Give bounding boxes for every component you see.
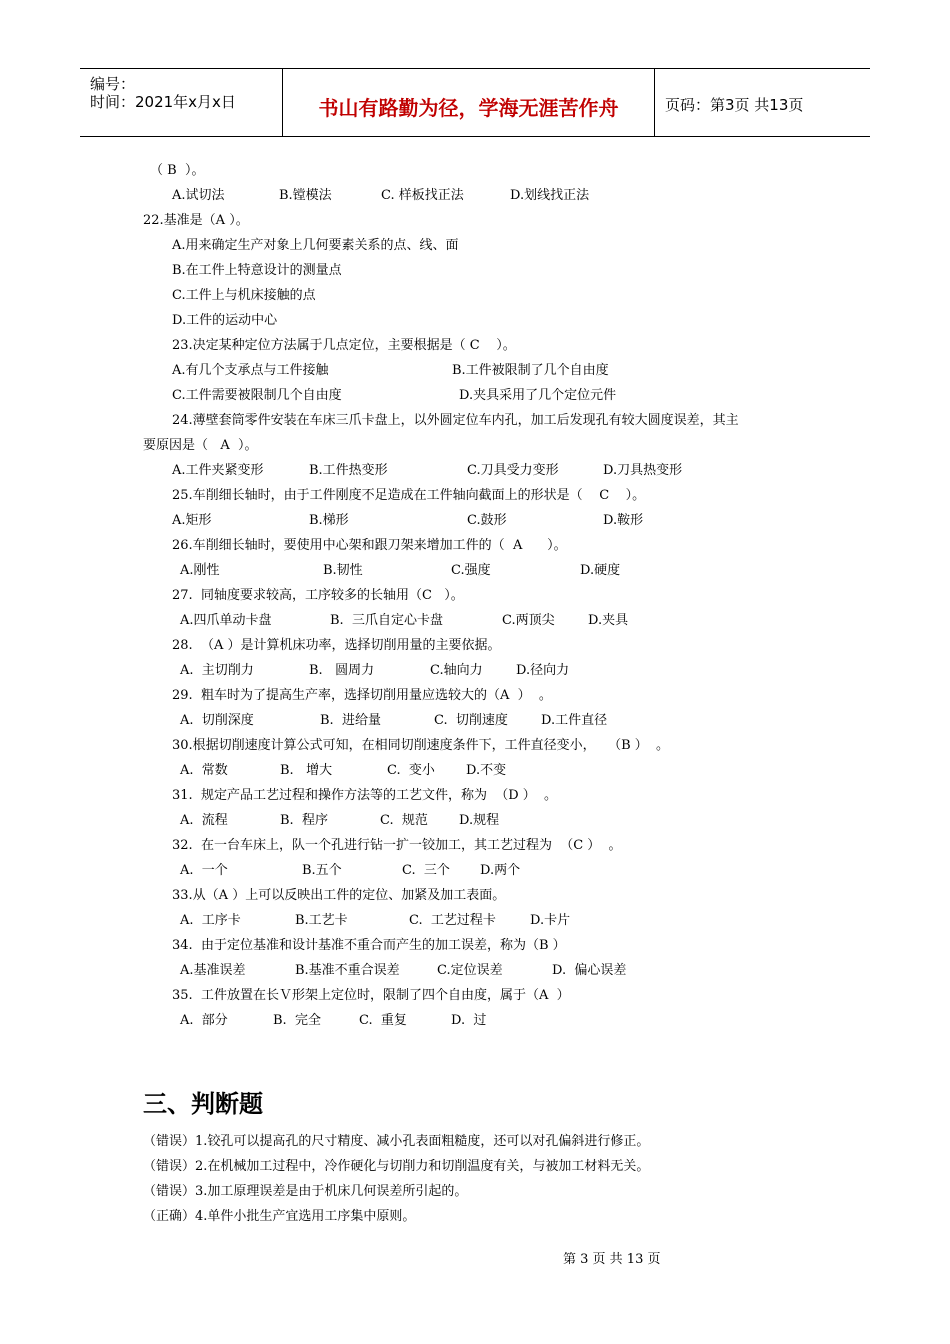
question-line: 24.薄壁套筒零件安装在车床三爪卡盘上，以外圆定位车内孔，加工后发现孔有较大圆度误差，其主 <box>172 413 739 428</box>
option-text: C.两顶尖 <box>502 613 555 628</box>
option-text: D.硬度 <box>580 563 621 578</box>
option-text: C. 工艺过程卡 <box>409 913 496 928</box>
question-line: 22.基准是（A ）。 <box>143 213 249 228</box>
option-text: A.有几个支承点与工件接触 <box>172 363 329 378</box>
option-text: D.刀具热变形 <box>603 463 683 478</box>
question-line: 25.车削细长轴时，由于工件刚度不足造成在工件轴向截面上的形状是（ C ）。 <box>172 488 646 503</box>
option-text: A. 工序卡 <box>180 913 241 928</box>
option-text: D.不变 <box>466 763 507 778</box>
option-text: B. 完全 <box>273 1013 321 1028</box>
option-text: D.径向力 <box>516 663 570 678</box>
option-text: A.工件夹紧变形 <box>172 463 264 478</box>
judgment-item: （错误）3.加工原理误差是由于机床几何误差所引起的。 <box>143 1184 468 1199</box>
question-line: C.工件上与机床接触的点 <box>172 288 316 303</box>
option-text: A.试切法 <box>172 188 225 203</box>
option-text: C.强度 <box>451 563 491 578</box>
option-text: D. 偏心误差 <box>552 963 627 978</box>
question-line: 32. 在一台车床上，队一个孔进行钻一扩一铰加工，其工艺过程为 （C ） 。 <box>172 838 622 853</box>
question-line: 33.从（A ）上可以反映出工件的定位、加紧及加工表面。 <box>172 888 506 903</box>
option-text: D. 过 <box>451 1013 487 1028</box>
option-text: B. 程序 <box>280 813 328 828</box>
option-text: A.矩形 <box>172 513 212 528</box>
option-text: D.鞍形 <box>603 513 644 528</box>
option-text: A. 常数 <box>180 763 228 778</box>
option-text: B.工件被限制了几个自由度 <box>452 363 609 378</box>
option-text: C. 三个 <box>402 863 450 878</box>
question-line: （ B ）。 <box>150 163 205 178</box>
option-text: C.定位误差 <box>437 963 503 978</box>
serial-label: 编号： <box>90 75 136 93</box>
option-text: B. 圆周力 <box>309 663 375 678</box>
question-line: 27. 同轴度要求较高，工序较多的长轴用（C ）。 <box>172 588 464 603</box>
option-text: A. 切削深度 <box>180 713 254 728</box>
question-line: 35. 工件放置在长Ｖ形架上定位时，限制了四个自由度，属于（A ） <box>172 988 570 1003</box>
option-text: D.两个 <box>480 863 521 878</box>
question-line: A.用来确定生产对象上几何要素关系的点、线、面 <box>172 238 459 253</box>
page-header <box>80 68 870 137</box>
option-text: C.轴向力 <box>430 663 483 678</box>
header-left-cell <box>80 69 283 136</box>
question-line: 要原因是（ A ）。 <box>143 438 258 453</box>
option-text: A.基准误差 <box>180 963 246 978</box>
question-line: 31. 规定产品工艺过程和操作方法等的工艺文件，称为 （D ） 。 <box>172 788 558 803</box>
question-line: 23.决定某种定位方法属于几点定位，主要根据是（ C ）。 <box>172 338 516 353</box>
option-text: D.夹具 <box>588 613 629 628</box>
judgment-item: （正确）4.单件小批生产宜选用工序集中原则。 <box>143 1209 416 1224</box>
option-text: A.刚性 <box>180 563 220 578</box>
option-text: C. 重复 <box>359 1013 407 1028</box>
section-title: 三、判断题 <box>143 1090 263 1118</box>
option-text: B.工艺卡 <box>295 913 348 928</box>
option-text: B.工件热变形 <box>309 463 388 478</box>
option-text: C. 规范 <box>380 813 428 828</box>
question-line: D.工件的运动中心 <box>172 313 278 328</box>
option-text: C.工件需要被限制几个自由度 <box>172 388 342 403</box>
option-text: B.梯形 <box>309 513 349 528</box>
question-line: 30.根据切削速度计算公式可知，在相同切削速度条件下，工件直径变小， （B ） 。 <box>172 738 670 753</box>
judgment-item: （错误）2.在机械加工过程中，冷作硬化与切削力和切削温度有关，与被加工材料无关。 <box>143 1159 650 1174</box>
option-text: A. 一个 <box>180 863 228 878</box>
option-text: D.工件直径 <box>541 713 608 728</box>
option-text: D.卡片 <box>530 913 571 928</box>
option-text: B. 三爪自定心卡盘 <box>330 613 443 628</box>
option-text: B. 进给量 <box>320 713 381 728</box>
option-text: D.划线找正法 <box>510 188 590 203</box>
question-line: 29. 粗车时为了提高生产率，选择切削用量应选较大的（A ） 。 <box>172 688 552 703</box>
option-text: D.规程 <box>459 813 500 828</box>
option-text: B.基准不重合误差 <box>295 963 400 978</box>
option-text: C. 切削速度 <box>434 713 508 728</box>
option-text: C.刀具受力变形 <box>467 463 559 478</box>
header-right-cell <box>655 69 870 136</box>
question-line: 34. 由于定位基准和设计基准不重合而产生的加工误差，称为（B ） <box>172 938 566 953</box>
page-footer: 第 3 页 共 13 页 <box>563 1252 661 1267</box>
option-text: B. 增大 <box>280 763 333 778</box>
question-line: 26.车削细长轴时，要使用中心架和跟刀架来增加工件的（ A ）。 <box>172 538 567 553</box>
option-text: B.镗模法 <box>279 188 332 203</box>
option-text: D.夹具采用了几个定位元件 <box>459 388 617 403</box>
date-line: 时间：2021年x月x日 <box>90 93 236 111</box>
option-text: C.鼓形 <box>467 513 507 528</box>
option-text: A. 流程 <box>180 813 228 828</box>
header-motto: 书山有路勤为径，学海无涯苦作舟 <box>318 96 619 120</box>
option-text: C. 样板找正法 <box>381 188 464 203</box>
header-page-info: 页码：第3页 共13页 <box>665 96 804 114</box>
option-text: A. 主切削力 <box>180 663 254 678</box>
judgment-item: （错误）1.铰孔可以提高孔的尺寸精度、减小孔表面粗糙度，还可以对孔偏斜进行修正。 <box>143 1134 650 1149</box>
option-text: C. 变小 <box>387 763 435 778</box>
option-text: B.五个 <box>302 863 342 878</box>
option-text: A. 部分 <box>180 1013 228 1028</box>
option-text: B.韧性 <box>323 563 363 578</box>
header-middle-cell <box>283 69 655 136</box>
question-line: B.在工件上特意设计的测量点 <box>172 263 342 278</box>
question-line: 28. （A ）是计算机床功率，选择切削用量的主要依据。 <box>172 638 501 653</box>
option-text: A.四爪单动卡盘 <box>180 613 272 628</box>
